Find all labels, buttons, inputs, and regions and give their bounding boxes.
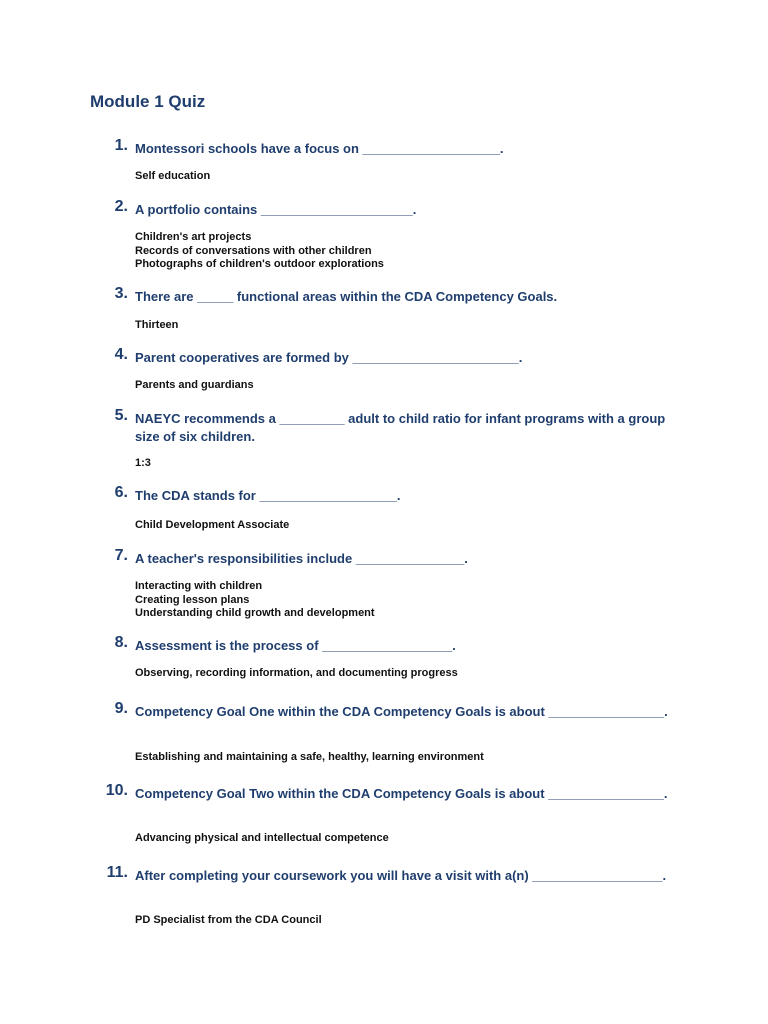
answer-line: Photographs of children's outdoor explorations xyxy=(135,258,384,270)
question-text: Parent cooperatives are formed by _______________________. xyxy=(135,350,523,365)
answer-line: Child Development Associate xyxy=(135,519,290,531)
question-text: A teacher's responsibilities include _______________. xyxy=(135,551,468,566)
answer-line: Records of conversations with other children xyxy=(135,244,372,257)
question-text: Competency Goal One within the CDA Competency Goals is about ________________. xyxy=(135,704,668,719)
question-number: 7. xyxy=(114,547,128,564)
question-text: A portfolio contains _____________________. xyxy=(135,202,417,217)
answer-line: Children's art projects xyxy=(135,231,252,243)
question-number: 6. xyxy=(114,484,128,501)
answer-block xyxy=(135,379,695,393)
question-text: The CDA stands for ___________________. xyxy=(135,488,401,503)
answer-block xyxy=(135,580,695,621)
answer-block xyxy=(135,519,695,533)
answer-line: 1:3 xyxy=(135,457,151,469)
question-number: 10. xyxy=(105,782,128,799)
answer-line: Advancing physical and intellectual competence xyxy=(135,832,389,844)
answer-line: Interacting with children xyxy=(135,580,263,592)
answer-block xyxy=(135,667,695,681)
answer-block xyxy=(135,170,695,184)
question-number: 11. xyxy=(106,864,128,881)
answer-line: Parents and guardians xyxy=(135,379,254,391)
question-number: 4. xyxy=(114,346,128,363)
answer-line: Understanding child growth and development xyxy=(135,607,375,619)
question-text: Competency Goal Two within the CDA Competency Goals is about ________________. xyxy=(135,786,668,801)
question-number: 3. xyxy=(114,285,128,302)
question-text: Montessori schools have a focus on ___________________. xyxy=(135,141,504,156)
answer-line: PD Specialist from the CDA Council xyxy=(135,914,322,926)
answer-block xyxy=(135,751,695,765)
question-number: 5. xyxy=(114,407,128,424)
answer-line: Establishing and maintaining a safe, healthy, learning environment xyxy=(135,751,484,763)
answer-line: Thirteen xyxy=(135,319,179,331)
answer-block xyxy=(135,832,695,846)
question-number: 8. xyxy=(114,634,128,651)
question-number: 9. xyxy=(114,700,128,717)
answer-block xyxy=(135,457,695,471)
page-title: Module 1 Quiz xyxy=(90,92,206,111)
question-text: Assessment is the process of __________________. xyxy=(135,638,456,653)
question-text: After completing your coursework you will have a visit with a(n) __________________. xyxy=(135,868,667,883)
question-number: 1. xyxy=(114,137,128,154)
question-text: There are _____ functional areas within the CDA Competency Goals. xyxy=(135,289,558,304)
answer-line: Self education xyxy=(135,170,211,182)
answer-block xyxy=(135,231,695,272)
answer-block xyxy=(135,319,695,333)
answer-line: Creating lesson plans xyxy=(135,593,250,606)
answer-line: Observing, recording information, and documenting progress xyxy=(135,667,458,679)
answer-block xyxy=(135,914,695,928)
question-text: NAEYC recommends a _________ adult to child ratio for infant programs with a group size of six children. xyxy=(135,411,666,444)
question-number: 2. xyxy=(114,198,128,215)
